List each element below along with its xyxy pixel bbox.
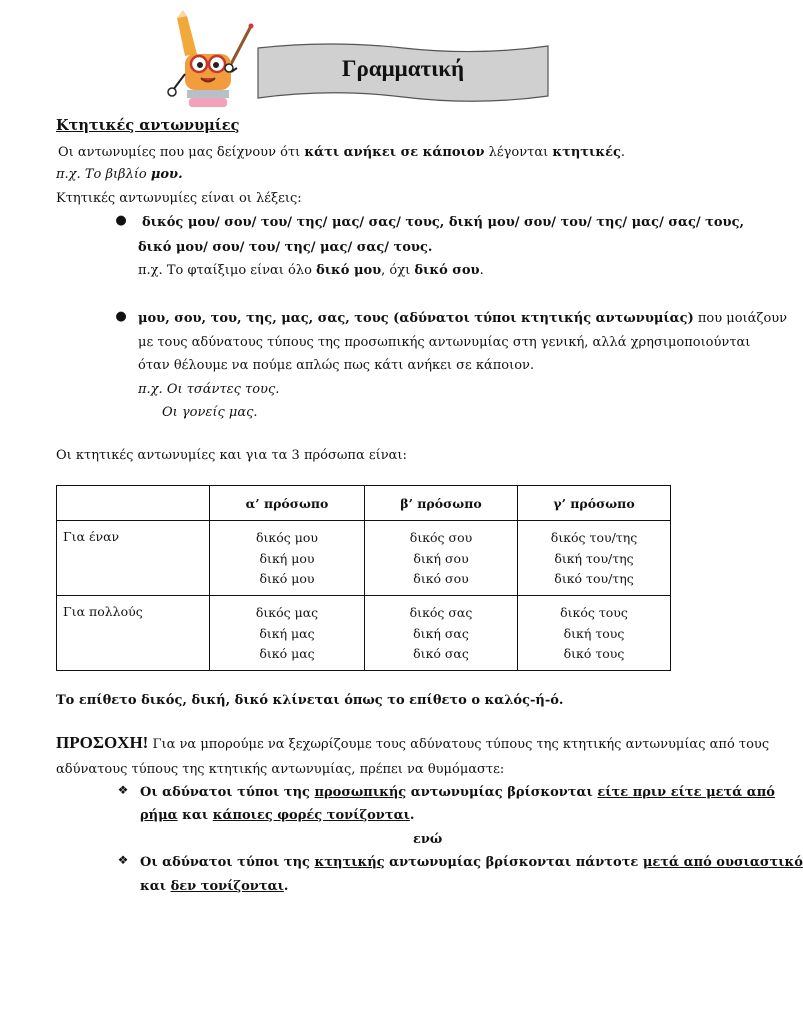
- adjective-note: Το επίθετο δικός, δική, δικό κλίνεται όπως το επίθετο ο καλός-ή-ό.: [56, 693, 564, 708]
- example-bold: δικό μου: [316, 263, 382, 278]
- example-bold-2: δικό σου: [414, 263, 480, 278]
- bullet2-example-2: Οι γονείς μας.: [162, 405, 258, 420]
- attention-label: ΠΡΟΣΟΧΗ!: [56, 733, 149, 752]
- rule2-line1: [140, 852, 803, 874]
- bullet-icon: ●: [115, 213, 127, 228]
- cell-line: δικός μας: [255, 605, 319, 620]
- cell-line: δικό σου: [413, 571, 469, 586]
- rule-text: και: [177, 808, 213, 823]
- intro-paragraph: [58, 142, 625, 164]
- cell-line: δικό σας: [413, 646, 469, 661]
- cell-line: δική μας: [259, 625, 315, 641]
- example-period: .: [479, 263, 484, 278]
- table-header-empty: [57, 486, 210, 521]
- table-header-third-person: γ’ πρόσωπο: [518, 486, 671, 521]
- attention-line2: αδύνατους τύπους της κτητικής αντωνυμίας, πρέπει να θυμόμαστε:: [56, 762, 505, 777]
- example-text-2: , όχι: [381, 263, 415, 278]
- pencil-teacher-mascot-icon: [163, 10, 255, 110]
- cell-line: δική του/της: [554, 550, 634, 566]
- bullet2-line3: όταν θέλουμε να πούμε απλώς πως κάτι ανήκει σε κάποιον.: [138, 358, 535, 373]
- row-label: Για πολλούς: [57, 596, 210, 671]
- intro-example: [56, 164, 183, 186]
- intro-period: .: [620, 145, 626, 160]
- row-label: Για έναν: [57, 521, 210, 596]
- bullet2-line2: με τους αδύνατους τύπους της προσωπικής αντωνυμίας στη γενική, αλλά χρησιμοποιούνται: [138, 335, 751, 350]
- cell-line: δικό μας: [259, 646, 315, 661]
- cell-line: δική μου: [259, 550, 315, 566]
- table-row: [57, 596, 671, 671]
- table-cell: [518, 596, 671, 671]
- rule-text: Οι αδύνατοι τύποι της: [140, 855, 315, 870]
- intro-text-2: λέγονται: [484, 145, 553, 160]
- example-text: π.χ. Το φταίξιμο είναι όλο: [138, 263, 317, 278]
- rule-underline: μετά από ουσιαστικό: [642, 855, 803, 870]
- rule1-line1: [140, 782, 775, 804]
- cell-line: δικός σου: [409, 530, 473, 545]
- section-heading: Κτητικές αντωνυμίες: [56, 117, 240, 134]
- bullet1-line2: δικό μου/ σου/ του/ της/ μας/ σας/ τους.: [138, 240, 433, 255]
- rule1-line2: [140, 805, 414, 827]
- intro-list-lead: Κτητικές αντωνυμίες είναι οι λέξεις:: [56, 191, 302, 206]
- example-bold: μου.: [150, 167, 183, 182]
- bullet2-example-1: π.χ. Οι τσάντες τους.: [138, 382, 280, 397]
- table-header-row: [57, 486, 671, 521]
- table-row: [57, 521, 671, 596]
- pronoun-table: [56, 485, 671, 671]
- cell-line: δικός του/της: [550, 530, 638, 545]
- table-cell: [518, 521, 671, 596]
- rule-underline: προσωπικής: [314, 785, 407, 800]
- cell-line: δικό του/της: [554, 571, 634, 586]
- rule-underline: κτητικής: [314, 855, 385, 870]
- bullet-icon: ●: [115, 309, 127, 324]
- rule-underline: ρήμα: [140, 808, 178, 823]
- rule-text: αντωνυμίας βρίσκονται: [406, 785, 598, 800]
- table-cell: [365, 596, 518, 671]
- bullet2-rest: που μοιάζουν: [693, 311, 788, 326]
- four-diamond-bullet-icon: ❖: [117, 783, 129, 797]
- bullet2-line1: [138, 308, 787, 330]
- table-cell: [210, 596, 365, 671]
- table-intro: Οι κτητικές αντωνυμίες και για τα 3 πρόσωπα είναι:: [56, 448, 407, 463]
- table-header-first-person: α’ πρόσωπο: [210, 486, 365, 521]
- rule2-line2: [140, 876, 288, 898]
- cell-line: δικός μου: [256, 530, 318, 545]
- rule-text: αντωνυμίας βρίσκονται πάντοτε: [384, 855, 643, 870]
- rule-underline: κάποιες φορές τονίζονται: [212, 808, 410, 823]
- while-connector: ενώ: [413, 832, 443, 847]
- intro-bold-2: κτητικές: [552, 145, 621, 160]
- rule-underline: δεν τονίζονται: [170, 879, 284, 894]
- rule-period: .: [283, 879, 289, 894]
- bullet2-bold: μου, σου, του, της, μας, σας, τους (αδύνατοι τύποι κτητικής αντωνυμίας): [138, 311, 694, 326]
- rule-period: .: [409, 808, 415, 823]
- four-diamond-bullet-icon: ❖: [117, 853, 129, 867]
- table-header-second-person: β’ πρόσωπο: [365, 486, 518, 521]
- bullet1-line1: δικός μου/ σου/ του/ της/ μας/ σας/ τους, δική μου/ σου/ του/ της/ μας/ σας/ τους,: [142, 215, 745, 230]
- example-text: π.χ. Το βιβλίο: [56, 167, 151, 182]
- cell-line: δική σας: [413, 625, 469, 641]
- cell-line: δικό μου: [259, 571, 315, 586]
- table-cell: [365, 521, 518, 596]
- cell-line: δικός τους: [560, 605, 628, 620]
- intro-text: Οι αντωνυμίες που μας δείχνουν ότι: [58, 145, 305, 160]
- bullet1-example: [138, 260, 484, 282]
- rule-text: και: [140, 879, 171, 894]
- table-cell: [210, 521, 365, 596]
- rule-underline: είτε πριν είτε μετά από: [597, 785, 775, 800]
- intro-bold: κάτι ανήκει σε κάποιον: [304, 145, 485, 160]
- rule-text: Οι αδύνατοι τύποι της: [140, 785, 315, 800]
- cell-line: δική τους: [563, 625, 625, 641]
- cell-line: δικός σας: [409, 605, 473, 620]
- cell-line: δική σου: [413, 550, 469, 566]
- attention-line1: [56, 732, 769, 756]
- cell-line: δικό τους: [563, 646, 625, 661]
- page-title: Γραμματική: [341, 56, 465, 81]
- attention-text: Για να μπορούμε να ξεχωρίζουμε τους αδύνατους τύπους της κτητικής αντωνυμίας από τους: [148, 737, 770, 752]
